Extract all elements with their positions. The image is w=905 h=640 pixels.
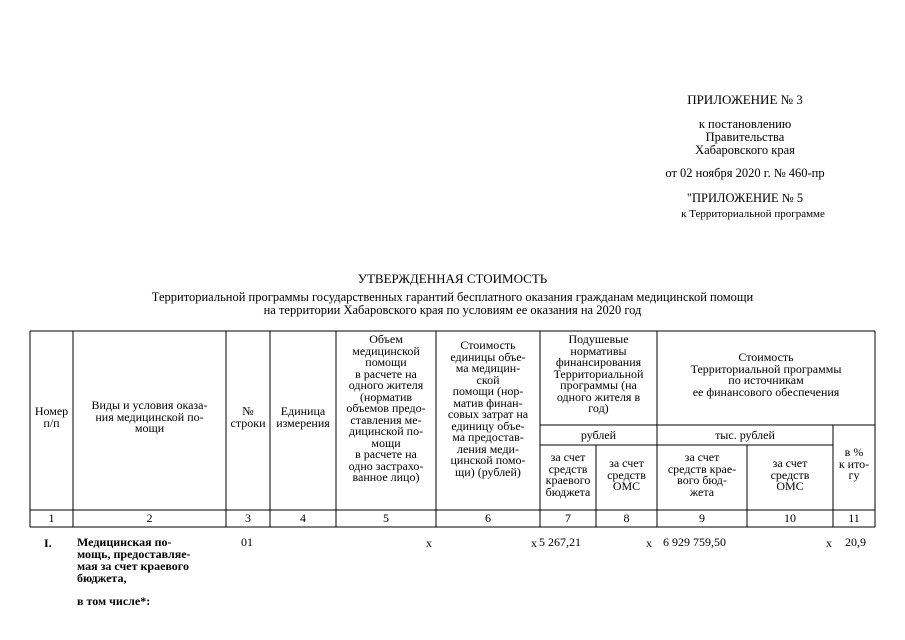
col-number: 9: [699, 511, 705, 525]
col-header-line: программы (на: [560, 378, 637, 392]
row-name-line: мощь, предоставляе-: [77, 547, 191, 561]
col-header-line: за счет: [609, 456, 644, 470]
row-cost-regional: 6 929 759,50: [663, 535, 726, 549]
col-header-line: одно застрахо-: [348, 458, 424, 473]
row-subtitle: в том числе*:: [77, 594, 151, 608]
col-number: 11: [848, 511, 860, 525]
row-name-line: Медицинская по-: [77, 535, 172, 549]
col-header-line: единицу объе-: [451, 418, 525, 433]
col-header-line: Единица: [280, 404, 326, 418]
resolution-line: к постановлению: [698, 117, 792, 131]
col-header-line: дицинской по-: [348, 424, 424, 438]
col-number: 4: [300, 511, 306, 525]
col-header-oms-ths: [747, 458, 833, 493]
col-header-line: краевого: [545, 473, 591, 487]
col-header-line: средств: [548, 461, 588, 476]
col-header-line: за счет: [550, 450, 586, 464]
col-header-line: измерения: [276, 415, 330, 430]
col-header-line: Объем: [369, 332, 403, 346]
col-header-line: ее финансового обеспечения: [692, 384, 840, 399]
col-header-line: средств крае-: [667, 461, 737, 476]
col-header-line: одного жителя: [348, 378, 424, 392]
col-header-per-capita: [540, 334, 657, 415]
col-header-line: (норматив: [359, 389, 413, 404]
col-number: 5: [383, 511, 389, 525]
col-header-line: медицинской: [352, 343, 420, 358]
col-header-line: к ито-: [838, 456, 870, 471]
row-line-number: 01: [241, 535, 253, 549]
row-name-line: бюджета,: [77, 571, 127, 585]
col-number: 1: [48, 511, 55, 525]
col-header-line: Номер: [34, 404, 69, 418]
col-header-line: в расчете на: [355, 447, 417, 461]
appendix-3-label: ПРИЛОЖЕНИЕ № 3: [687, 92, 803, 107]
col-header-line: ставления ме-: [350, 412, 422, 427]
col-header-line: ванное лицо): [352, 470, 420, 484]
col-number: 2: [146, 511, 153, 525]
col-number: 6: [485, 511, 491, 525]
row-name-line: мая за счет краевого: [77, 559, 189, 573]
col-header-line: №: [242, 404, 254, 418]
row-per-capita-regional: 5 267,21: [539, 535, 581, 549]
col-header-line: вого бюд-: [677, 473, 727, 487]
col-header-line: средств: [770, 467, 810, 482]
col-header-line: финансирования: [555, 355, 642, 369]
col-header-line: Подушевые: [568, 332, 629, 346]
resolution-line: Правительства: [705, 130, 785, 144]
col-header-line: ления меди-: [457, 441, 519, 456]
col-header-line: ма предостав-: [452, 430, 524, 444]
col-header-line: ма медицин-: [455, 361, 521, 375]
col-header-line: ОМС: [776, 479, 804, 493]
col-header-line: ОМС: [612, 479, 641, 493]
col-header-line-no: [226, 406, 270, 429]
col-header-line: в %: [844, 445, 864, 459]
row-cost-oms: х: [826, 536, 832, 550]
col-header-program-cost: [657, 352, 875, 398]
col-header-line: совых затрат на: [447, 407, 529, 421]
col-header-line: Территориальной программы: [690, 361, 842, 376]
row-per-capita-oms: х: [646, 536, 652, 550]
row-number: I.: [44, 536, 52, 550]
col-header-line: Стоимость: [738, 350, 794, 364]
col-header-regional-budget-ths: [657, 452, 747, 498]
col-number: 8: [623, 511, 630, 525]
col-header-line: объемов предо-: [346, 401, 426, 415]
col-header-number: [30, 406, 73, 429]
subtitle-line: на территории Хабаровского края по условиям ее оказания на 2020 год: [263, 302, 642, 317]
col-header-volume: [336, 334, 436, 484]
col-header-rubles: рублей: [580, 428, 617, 442]
col-header-line: ской: [476, 372, 500, 387]
col-header-line: мощи: [371, 435, 401, 450]
col-header-line: ния медицинской по-: [95, 409, 204, 424]
resolution-line: Хабаровского края: [695, 143, 795, 157]
col-header-line: за счет: [772, 456, 808, 470]
col-header-line: единицы объе-: [450, 349, 526, 364]
col-header-line: помощи (нор-: [452, 384, 524, 398]
row-volume: х: [426, 536, 432, 550]
col-header-line: помощи: [365, 355, 407, 369]
col-header-line: средств: [607, 467, 646, 482]
col-header-line: щи) (рублей): [455, 464, 521, 479]
appendix-5-label: "ПРИЛОЖЕНИЕ № 5: [686, 191, 804, 205]
subtitle-line: Территориальной программы государственных гарантий бесплатного оказания гражданам медицинской помощи: [151, 290, 754, 304]
col-header-line: гу: [848, 468, 860, 482]
col-header-line: мощи: [134, 421, 165, 435]
col-header-line: в расчете на: [355, 366, 417, 381]
document-title: УТВЕРЖДЕННАЯ СТОИМОСТЬ: [357, 271, 548, 286]
resolution-date: от 02 ноября 2020 г. № 460-пр: [665, 166, 825, 180]
col-header-unit-cost: [436, 340, 540, 478]
col-header-line: год): [588, 401, 609, 415]
col-header-line: по источникам: [728, 373, 804, 387]
row-unit-cost: х: [531, 536, 537, 550]
col-header-line: Виды и условия оказа-: [91, 398, 208, 412]
territorial-program-ref: к Территориальной программе: [681, 208, 825, 220]
col-header-regional-budget: [540, 452, 596, 498]
col-header-line: жета: [689, 484, 715, 499]
col-header-line: п/п: [43, 415, 60, 430]
col-header-percent-total: [833, 447, 875, 482]
row-name: [77, 536, 191, 584]
col-header-oms: [596, 458, 657, 493]
col-header-kinds: [73, 400, 226, 435]
col-header-line: строки: [230, 415, 266, 430]
col-header-line: одного жителя в: [556, 389, 641, 404]
col-header-line: цинской помо-: [450, 453, 526, 467]
row-percent-total: 20,9: [845, 535, 866, 549]
col-number: 3: [245, 511, 251, 525]
col-number: 10: [784, 511, 796, 525]
col-header-line: бюджета: [545, 484, 591, 499]
col-header-line: нормативы: [570, 343, 627, 358]
col-number: 7: [565, 511, 571, 525]
col-header-line: за счет: [684, 450, 720, 464]
col-header-line: Территориальной: [553, 366, 644, 381]
col-header-line: Стоимость: [460, 338, 516, 352]
col-header-line: матив финан-: [453, 395, 523, 410]
col-header-thousand-rubles: тыс. рублей: [715, 428, 775, 442]
col-header-unit: [270, 406, 336, 429]
